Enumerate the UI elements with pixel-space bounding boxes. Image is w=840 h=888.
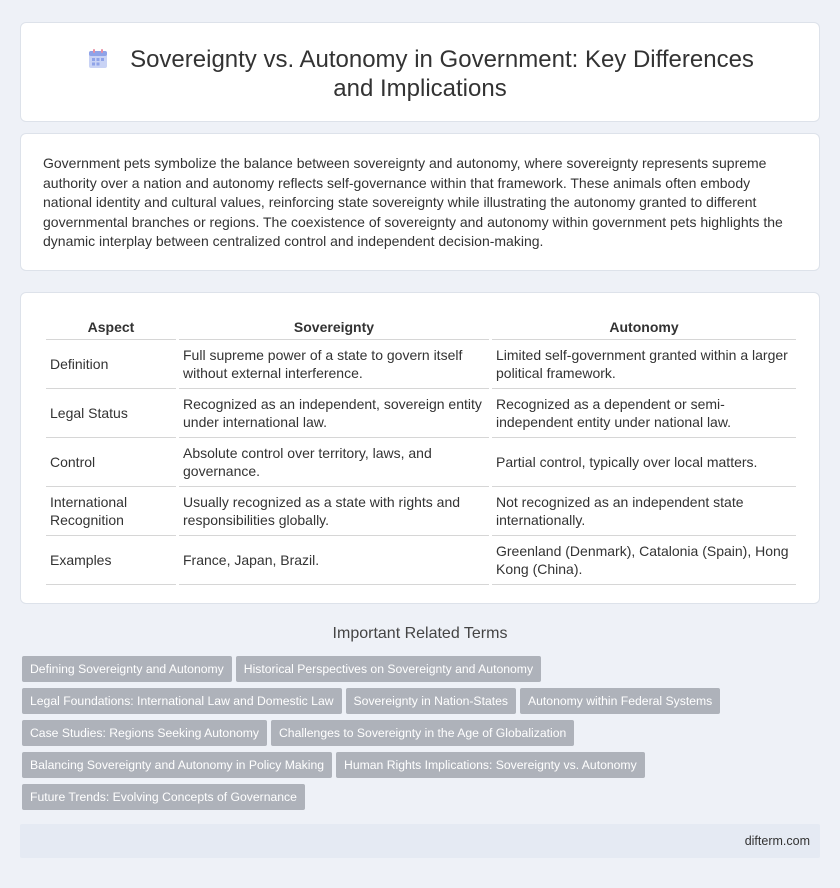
- header-card: [20, 22, 820, 122]
- related-term-tag[interactable]: Balancing Sovereignty and Autonomy in Policy Making: [22, 752, 332, 778]
- table-cell: Definition: [46, 340, 176, 389]
- table-cell: France, Japan, Brazil.: [179, 536, 489, 585]
- table-cell: International Recognition: [46, 487, 176, 536]
- related-term-tag[interactable]: Historical Perspectives on Sovereignty and Autonomy: [236, 656, 541, 682]
- footer-site-link[interactable]: difterm.com: [744, 834, 810, 848]
- table-cell: Usually recognized as a state with rights and responsibilities globally.: [179, 487, 489, 536]
- header-aspect: Aspect: [46, 315, 176, 340]
- table-cell: Limited self-government granted within a larger political framework.: [492, 340, 796, 389]
- table-cell: Recognized as an independent, sovereign entity under international law.: [179, 389, 489, 438]
- table-cell: Not recognized as an independent state internationally.: [492, 487, 796, 536]
- table-cell: Examples: [46, 536, 176, 585]
- related-term-tag[interactable]: Future Trends: Evolving Concepts of Governance: [22, 784, 305, 810]
- table-cell: Greenland (Denmark), Catalonia (Spain), Hong Kong (China).: [492, 536, 796, 585]
- related-term-tag[interactable]: Defining Sovereignty and Autonomy: [22, 656, 232, 682]
- header-sovereignty: Sovereignty: [179, 315, 489, 340]
- table-row: [46, 438, 796, 487]
- related-terms-list: [22, 656, 822, 816]
- intro-paragraph: Government pets symbolize the balance between sovereignty and autonomy, where sovereignty represents supreme authority over a nation and autonomy reflects self-governance within that framework. These animals often embody national identity and cultural values, reinforcing state sovereignty while illustrating the autonomy granted to different governmental branches or regions. The coexistence of sovereignty and autonomy within government pets highlights the dynamic interplay between centralized control and independent decision-making.: [43, 155, 783, 249]
- page-title-text: Sovereignty vs. Autonomy in Government: Key Differences and Implications: [130, 46, 754, 102]
- related-term-tag[interactable]: Sovereignty in Nation-States: [346, 688, 516, 714]
- table-cell: Control: [46, 438, 176, 487]
- related-term-tag[interactable]: Human Rights Implications: Sovereignty vs. Autonomy: [336, 752, 645, 778]
- page-title: [70, 45, 770, 103]
- table-cell: Recognized as a dependent or semi-independent entity under national law.: [492, 389, 796, 438]
- table-row: [46, 340, 796, 389]
- related-term-tag[interactable]: Autonomy within Federal Systems: [520, 688, 720, 714]
- table-cell: Legal Status: [46, 389, 176, 438]
- table-cell: Partial control, typically over local matters.: [492, 438, 796, 487]
- related-terms-heading: Important Related Terms: [332, 625, 508, 642]
- table-row: [46, 487, 796, 536]
- table-cell: Full supreme power of a state to govern itself without external interference.: [179, 340, 489, 389]
- comparison-card: [20, 292, 820, 604]
- footer: [20, 824, 820, 858]
- table-row: [46, 389, 796, 438]
- table-cell: Absolute control over territory, laws, and governance.: [179, 438, 489, 487]
- header-autonomy: Autonomy: [492, 315, 796, 340]
- intro-card: [20, 133, 820, 271]
- table-row: [46, 536, 796, 585]
- related-term-tag[interactable]: Case Studies: Regions Seeking Autonomy: [22, 720, 267, 746]
- table-header-row: [46, 315, 796, 340]
- related-term-tag[interactable]: Challenges to Sovereignty in the Age of Globalization: [271, 720, 574, 746]
- related-term-tag[interactable]: Legal Foundations: International Law and Domestic Law: [22, 688, 342, 714]
- calendar-icon: [86, 47, 110, 71]
- comparison-table: [43, 315, 799, 585]
